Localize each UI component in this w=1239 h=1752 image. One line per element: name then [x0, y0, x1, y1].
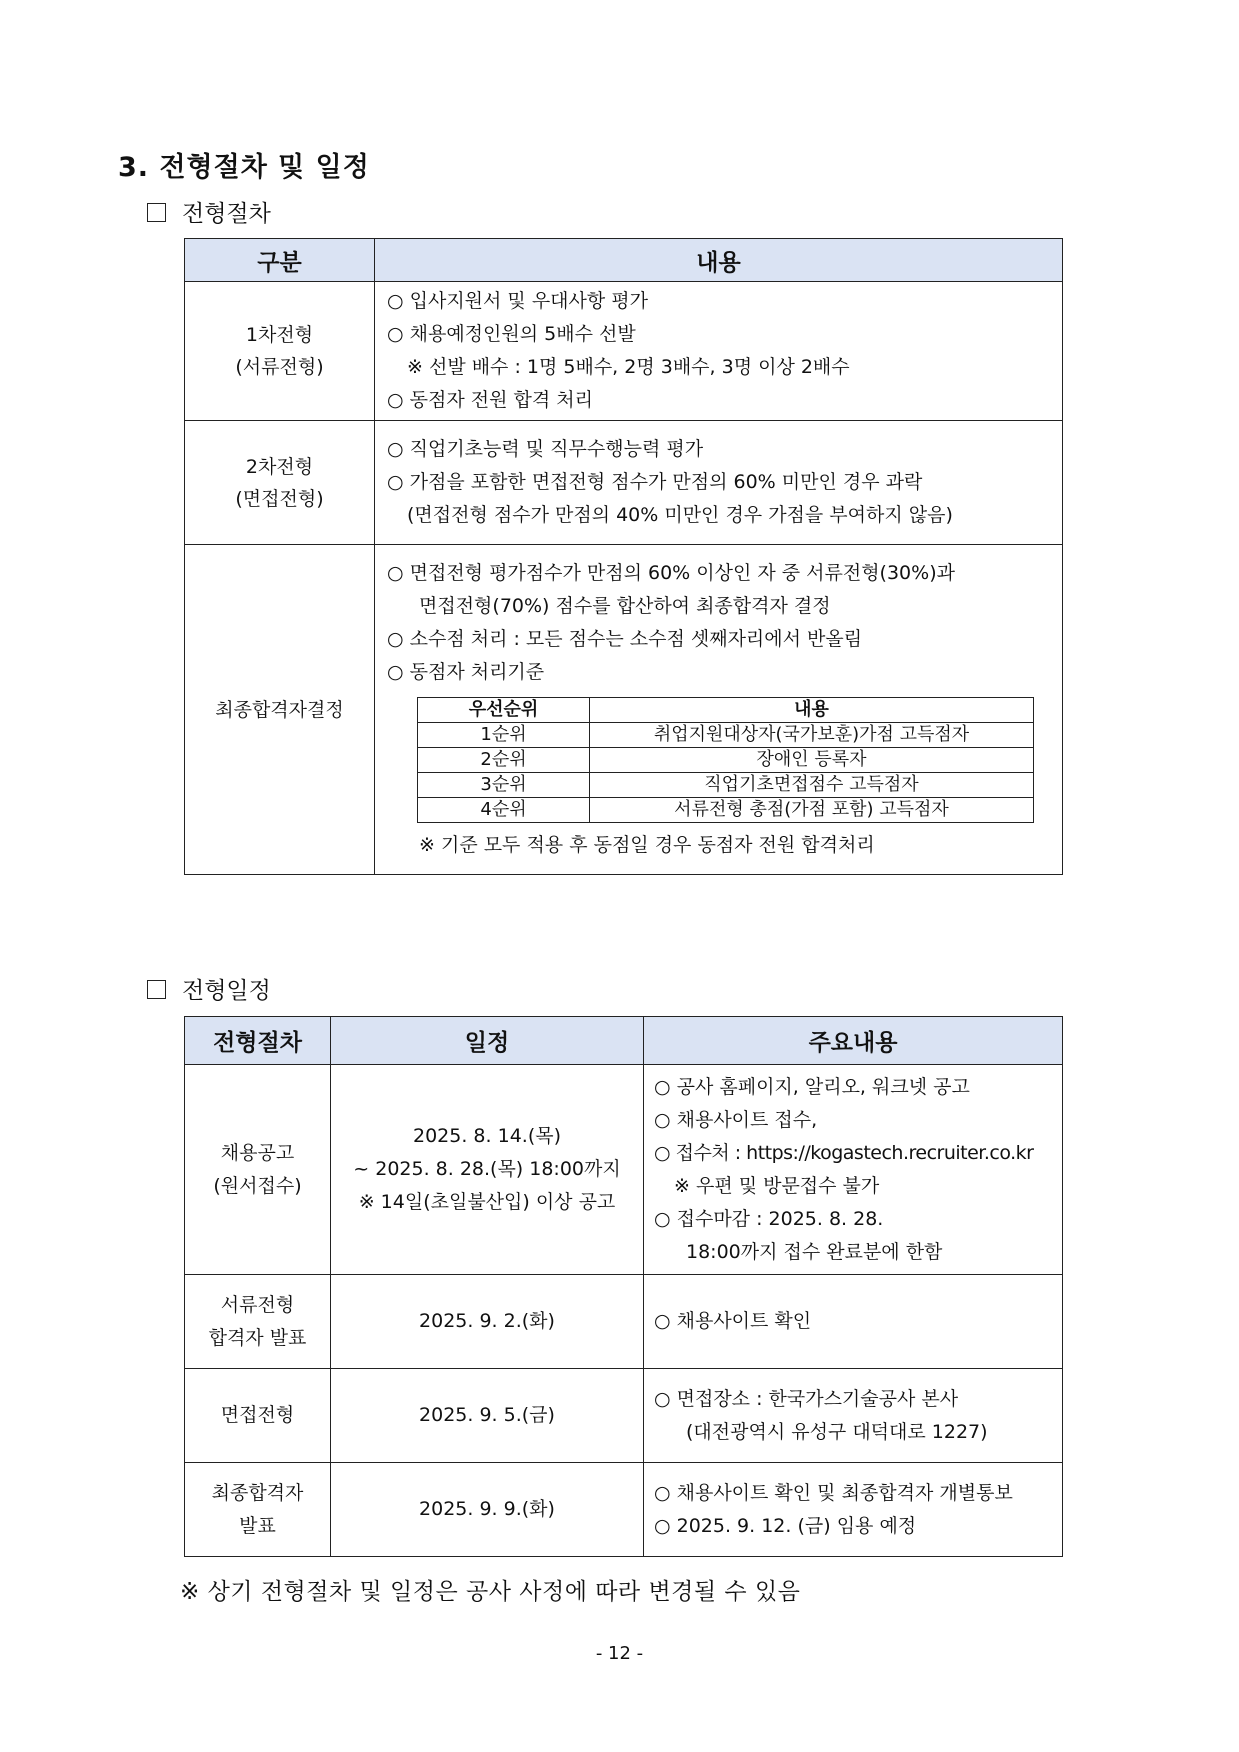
schedule-cell: 2025. 9. 5.(금)	[331, 1369, 644, 1463]
table-row	[185, 421, 1063, 545]
change-notice: ※ 상기 전형절차 및 일정은 공사 사정에 따라 변경될 수 있음	[180, 1579, 801, 1605]
stage-cell: 면접전형	[185, 1369, 331, 1463]
table-row: 4순위 서류전형 총점(가점 포함) 고득점자	[418, 798, 1034, 823]
table-row	[185, 1065, 1063, 1275]
column-header-stage: 전형절차	[185, 1017, 331, 1065]
details-cell: ○ 채용사이트 확인 및 최종합격자 개별통보 ○ 2025. 9. 12. (금) 임용 예정	[644, 1463, 1063, 1557]
table-row: 2순위 장애인 등록자	[418, 748, 1034, 773]
table-row	[185, 1275, 1063, 1369]
stage-cell: 채용공고 (원서접수)	[185, 1065, 331, 1275]
stage-cell: 최종합격자 발표	[185, 1463, 331, 1557]
checkbox-square-icon	[147, 203, 166, 222]
schedule-cell: 2025. 9. 2.(화)	[331, 1275, 644, 1369]
details-cell: ○ 공사 홈페이지, 알리오, 워크넷 공고 ○ 채용사이트 접수, ○ 접수처 : https://kogastech.recruiter.co.kr ※ 우편 및 방문접수 불가 ○ 접수마감 : 2025. 8. 28. 18:00까지 접수 완료분에 한함	[644, 1065, 1063, 1275]
stage-cell: 1차전형 (서류전형)	[185, 282, 375, 421]
column-header-priority: 우선순위	[418, 698, 590, 723]
table-row: 1순위 취업지원대상자(국가보훈)가점 고득점자	[418, 723, 1034, 748]
checkbox-square-icon	[147, 980, 166, 999]
details-cell: ○ 면접장소 : 한국가스기술공사 본사 (대전광역시 유성구 대덕대로 1227)	[644, 1369, 1063, 1463]
subsection-title-procedure: 전형절차	[147, 195, 271, 228]
column-header-schedule: 일정	[331, 1017, 644, 1065]
stage-cell: 2차전형 (면접전형)	[185, 421, 375, 545]
footnote: ※ 기준 모두 적용 후 동점일 경우 동점자 전원 합격처리	[419, 834, 875, 856]
stage-cell: 서류전형 합격자 발표	[185, 1275, 331, 1369]
table-row: 3순위 직업기초면접점수 고득점자	[418, 773, 1034, 798]
subsection-title-schedule: 전형일정	[147, 972, 271, 1005]
column-header-content: 내용	[590, 698, 1034, 723]
page-number: - 12 -	[595, 1643, 644, 1664]
priority-table	[417, 697, 1034, 823]
content-cell: ○ 면접전형 평가점수가 만점의 60% 이상인 자 중 서류전형(30%)과 면접전형(70%) 점수를 합산하여 최종합격자 결정 ○ 소수점 처리 : 모든 점수는 소수점 셋째자리에서 반올림 ○ 동점자 처리기준 우선순위 내용 1순위 취업지원대상자(국가보훈)가점 고득점자 2순위 장애인 등록자 3순위 직업기초면접점수 고득점자 4순위 서류전형 총점(가점 포함) 고득점자 ※ 기준 모두 적용 후 동점일 경우 동점자 전원 합격처리	[375, 545, 1063, 875]
table-row	[185, 1369, 1063, 1463]
column-header-details: 주요내용	[644, 1017, 1063, 1065]
table-row	[185, 545, 1063, 875]
schedule-cell: 2025. 8. 14.(목) ~ 2025. 8. 28.(목) 18:00까지 ※ 14일(초일불산입) 이상 공고	[331, 1065, 644, 1275]
schedule-table	[184, 1016, 1063, 1557]
content-cell: ○ 입사지원서 및 우대사항 평가 ○ 채용예정인원의 5배수 선발 ※ 선발 배수 : 1명 5배수, 2명 3배수, 3명 이상 2배수 ○ 동점자 전원 합격 처리	[375, 282, 1063, 421]
table-row	[185, 282, 1063, 421]
schedule-cell: 2025. 9. 9.(화)	[331, 1463, 644, 1557]
section-heading: 3. 전형절차 및 일정	[118, 152, 370, 183]
stage-cell: 최종합격자결정	[185, 545, 375, 875]
table-row	[185, 1463, 1063, 1557]
column-header-content: 내용	[375, 239, 1063, 282]
content-cell: ○ 직업기초능력 및 직무수행능력 평가 ○ 가점을 포함한 면접전형 점수가 만점의 60% 미만인 경우 과락 (면접전형 점수가 만점의 40% 미만인 경우 가점을 부여하지 않음)	[375, 421, 1063, 545]
procedure-table	[184, 238, 1063, 875]
column-header-category: 구분	[185, 239, 375, 282]
details-cell: ○ 채용사이트 확인	[644, 1275, 1063, 1369]
